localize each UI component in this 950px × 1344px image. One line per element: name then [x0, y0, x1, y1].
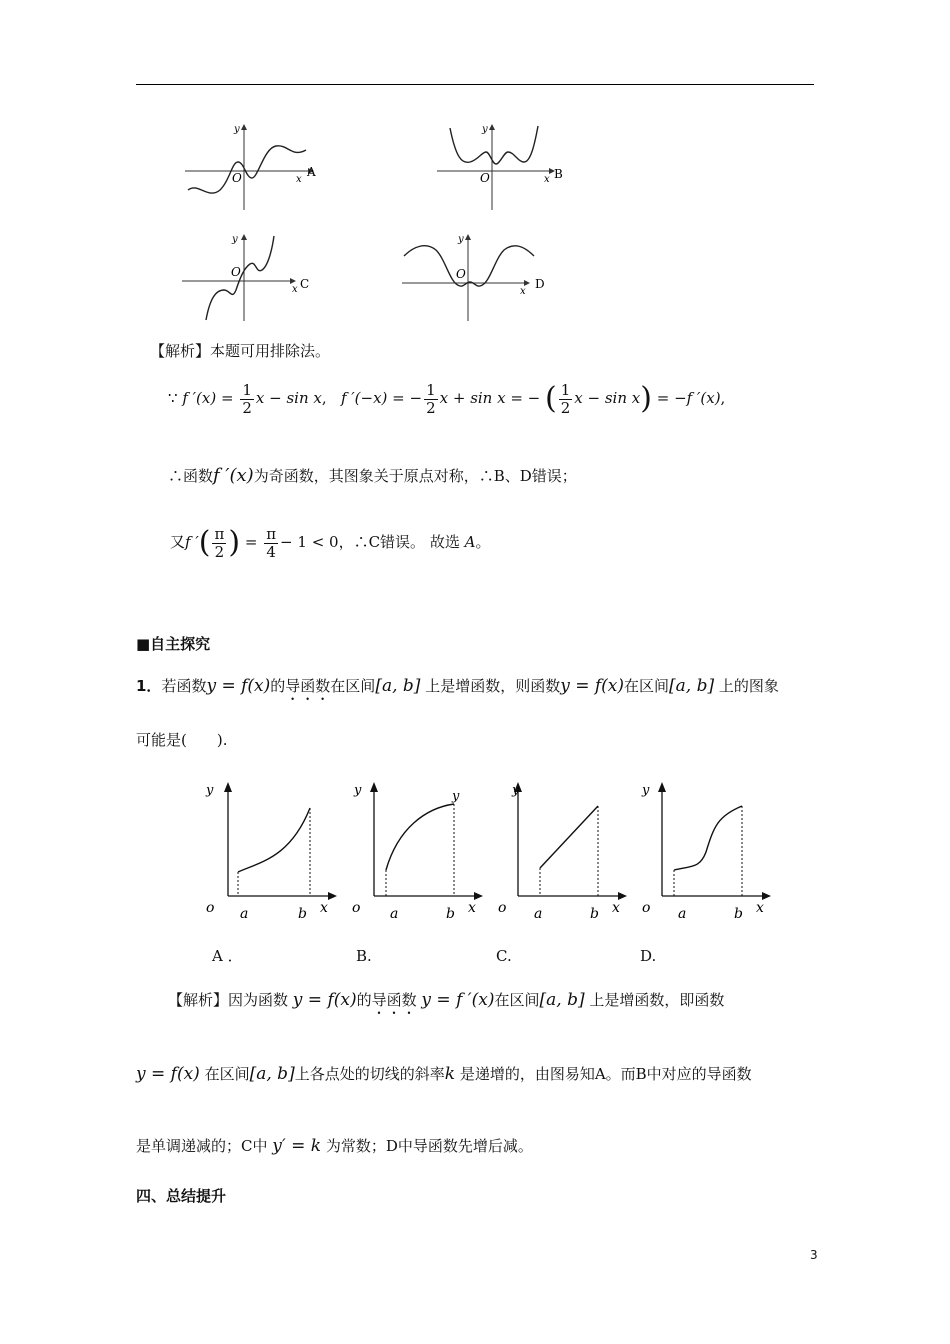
graph-D-origin: O [456, 267, 466, 281]
graph-B-origin: O [480, 171, 490, 185]
analysis1-line3: 又f ′( $\frac{\pi}{2}$ ) = $\frac{\pi}{4}$ − 1 < 0，∴C错误。 故选 A。 [170, 524, 491, 561]
opt-D-a: a [678, 906, 687, 922]
option-caption-C: C. [496, 947, 512, 965]
graph-A-letter: A [307, 165, 316, 179]
option-graph-D [634, 778, 774, 923]
section-4-title: 四、总结提升 [136, 1187, 227, 1205]
graph-D [400, 228, 560, 323]
end-comma: , [720, 389, 726, 407]
analysis2-line3: 是单调递减的；C中 y′ = k 为常数；D中导函数先增后减。 [136, 1136, 533, 1156]
analysis1-intro: 【解析】本题可用排除法。 [150, 342, 331, 360]
graph-D-y: y [458, 234, 464, 245]
graph-A-origin: O [232, 171, 242, 185]
option-graph-A [200, 778, 340, 923]
part2-rest: x + sin x = − [439, 389, 541, 407]
part3-rest: x − sin x [574, 389, 641, 407]
opt-D-o: o [642, 900, 651, 916]
option-caption-D: D. [640, 947, 657, 965]
opt-D-y: y [642, 783, 650, 798]
q1-line1: 1．若函数y = f(x)的导函数在区间[a, b] 上是增函数，则函数y = f(x)在区间[a, b] 上的图象 [136, 676, 779, 696]
opt-B-x: x [468, 900, 476, 916]
opt-A-b: b [298, 906, 307, 922]
opt-B-extra: y [452, 789, 460, 804]
opt-A-o: o [206, 900, 215, 916]
opt-A-a: a [240, 906, 249, 922]
graph-A [180, 118, 330, 213]
analysis1-equation: ∵ f ′(x) = $\frac{1}{2}$ x − sin x, f ′(−x) = − $\frac{1}{2}$ x + sin x = − ( $\frac{1}{2}$ x − sin x) = −f ′(x), [168, 380, 726, 417]
opt-C-o: o [498, 900, 507, 916]
pi-over-4: $\frac{\pi}{4}$ [266, 524, 277, 561]
graph-C-x: x [292, 284, 298, 295]
graph-C-letter: C [300, 277, 310, 291]
analysis1-line2: ∴函数f ′(x)为奇函数，其图象关于原点对称，∴B、D错误； [168, 465, 577, 486]
graph-B-y: y [482, 124, 488, 135]
opt-C-y: y [512, 783, 520, 798]
graph-B-x: x [544, 174, 550, 185]
graph-C-y: y [232, 234, 238, 245]
graph-B-letter: B [554, 167, 563, 181]
opt-A-x: x [320, 900, 328, 916]
header-rule [136, 84, 814, 85]
graph-A-x: x [296, 174, 302, 185]
half-frac-2: $\frac{1}{2}$ [426, 380, 436, 417]
graph-C [178, 228, 328, 323]
opt-C-b: b [590, 906, 599, 922]
option-caption-B: B. [356, 947, 372, 965]
opt-B-y: y [354, 783, 362, 798]
option-graph-B [346, 778, 486, 923]
section-title: ■自主探究 [136, 635, 211, 653]
opt-D-b: b [734, 906, 743, 922]
graph-D-x: x [520, 286, 526, 297]
opt-B-b: b [446, 906, 455, 922]
because-symbol: ∵ [168, 389, 178, 407]
graph-C-origin: O [231, 265, 241, 279]
fprime-negx: f ′(−x) = − [340, 389, 423, 407]
graph-B [432, 118, 582, 213]
half-frac-1: $\frac{1}{2}$ [242, 380, 252, 417]
analysis2-line2: y = f(x) 在区间[a, b]上各点处的切线的斜率k 是递增的，由图易知A。而B中对应的导函数 [136, 1064, 752, 1084]
part3-tail: = −f ′(x) [656, 389, 721, 407]
opt-B-o: o [352, 900, 361, 916]
q1-line2: 可能是( ). [136, 731, 228, 749]
opt-B-a: a [390, 906, 399, 922]
option-caption-A: A ． [212, 947, 243, 965]
opt-C-x: x [612, 900, 620, 916]
page-number: 3 [810, 1248, 818, 1262]
part1-rest: x − sin x [255, 389, 322, 407]
half-frac-3: $\frac{1}{2}$ [560, 380, 571, 417]
graph-D-letter: D [535, 277, 545, 291]
opt-A-y: y [206, 783, 214, 798]
opt-C-a: a [534, 906, 543, 922]
opt-D-x: x [756, 900, 764, 916]
analysis2-line1: 【解析】因为函数 y = f(x)的导函数 y = f ′(x)在区间[a, b] 上是增函数，即函数 [168, 990, 725, 1010]
comma-1: , [321, 389, 327, 407]
fprime-x: f ′(x) = [182, 389, 234, 407]
graph-A-y: y [234, 124, 240, 135]
option-graph-C [490, 778, 630, 923]
pi-over-2: $\frac{\pi}{2}$ [214, 524, 225, 561]
